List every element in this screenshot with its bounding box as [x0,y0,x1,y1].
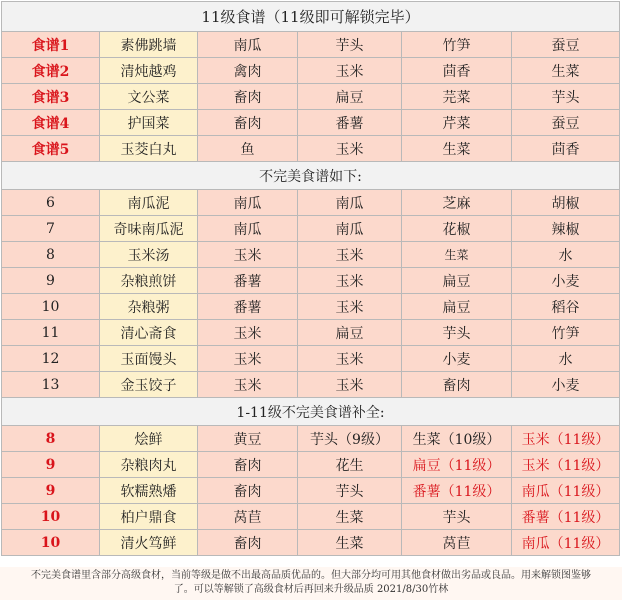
ingredient-cell: 生菜 [298,530,402,556]
section-header-row [2,162,620,190]
table-row [2,530,620,556]
table-row [2,426,620,452]
ingredient-cell: 扁豆 [402,294,512,320]
table-row [2,216,620,242]
table-row [2,452,620,478]
ingredient-cell: 南瓜 [198,32,298,58]
ingredient-cell: 南瓜 [198,190,298,216]
table-row [2,294,620,320]
recipe-id: 食谱4 [2,110,100,136]
ingredient-cell: 玉米 [198,346,298,372]
footer-note [0,567,622,600]
ingredient-cell: 生菜 [512,58,620,84]
recipe-id: 9 [2,452,100,478]
table-title: 11级食谱（11级即可解锁完毕） [2,2,620,32]
table-row [2,190,620,216]
ingredient-cell: 小麦 [512,268,620,294]
recipe-id: 食谱3 [2,84,100,110]
recipe-id: 6 [2,190,100,216]
ingredient-cell: 黄豆 [198,426,298,452]
table-row [2,84,620,110]
recipe-name: 清火笃鲜 [100,530,198,556]
ingredient-cell: 芝麻 [402,190,512,216]
ingredient-cell: 芋头 [298,32,402,58]
ingredient-cell: 花生 [298,452,402,478]
ingredient-cell: 玉米 [298,58,402,84]
ingredient-cell: 南瓜（11级） [512,530,620,556]
ingredient-cell: 畜肉 [198,452,298,478]
ingredient-cell: 蚕豆 [512,110,620,136]
recipe-id: 13 [2,372,100,398]
ingredient-cell: 芋头 [298,478,402,504]
table-row [2,346,620,372]
ingredient-cell: 玉米（11级） [512,452,620,478]
recipe-id: 9 [2,478,100,504]
ingredient-cell: 玉米 [198,320,298,346]
ingredient-cell: 畜肉 [198,530,298,556]
recipe-name: 护国菜 [100,110,198,136]
recipe-name: 玉面馒头 [100,346,198,372]
recipe-name: 烩鲜 [100,426,198,452]
table-row [2,268,620,294]
ingredient-cell: 玉米 [198,372,298,398]
ingredient-cell: 禽肉 [198,58,298,84]
ingredient-cell: 扁豆（11级） [402,452,512,478]
ingredient-cell: 辣椒 [512,216,620,242]
recipe-id: 10 [2,530,100,556]
ingredient-cell: 芋头 [402,504,512,530]
recipe-id: 8 [2,242,100,268]
ingredient-cell: 芋头 [512,84,620,110]
ingredient-cell: 莴苣 [198,504,298,530]
recipe-id: 食谱2 [2,58,100,84]
ingredient-cell: 花椒 [402,216,512,242]
table-row [2,478,620,504]
ingredient-cell: 畜肉 [198,478,298,504]
recipe-name: 杂粮肉丸 [100,452,198,478]
ingredient-cell: 畜肉 [198,84,298,110]
table-row [2,372,620,398]
ingredient-cell: 畜肉 [198,110,298,136]
section-title: 1-11级不完美食谱补全: [2,398,620,426]
recipe-name: 奇味南瓜泥 [100,216,198,242]
ingredient-cell: 芹菜 [402,110,512,136]
ingredient-cell: 芋头（9级） [298,426,402,452]
recipe-name: 南瓜泥 [100,190,198,216]
section-title: 不完美食谱如下: [2,162,620,190]
recipe-id: 11 [2,320,100,346]
recipe-name: 金玉饺子 [100,372,198,398]
ingredient-cell: 玉米 [198,242,298,268]
recipe-id: 食谱1 [2,32,100,58]
table-row [2,58,620,84]
ingredient-cell: 水 [512,346,620,372]
ingredient-cell: 玉米 [298,242,402,268]
recipe-name: 清炖越鸡 [100,58,198,84]
recipe-name: 文公菜 [100,84,198,110]
table-row [2,110,620,136]
ingredient-cell: 芋头 [402,320,512,346]
footer-note-line: 不完美食谱里含部分高级食材，当前等级是做不出最高品质优品的。但大部分均可用其他食材做出劣品或良品。用来解锁图鉴够 [31,570,591,581]
recipe-name: 玉茭白丸 [100,136,198,162]
ingredient-cell: 胡椒 [512,190,620,216]
recipe-name: 柏户鼎食 [100,504,198,530]
ingredient-cell: 玉米 [298,346,402,372]
ingredient-cell: 番薯（11级） [512,504,620,530]
recipe-id: 8 [2,426,100,452]
ingredient-cell: 番薯 [298,110,402,136]
recipe-id: 12 [2,346,100,372]
ingredient-cell: 竹笋 [512,320,620,346]
recipe-id: 7 [2,216,100,242]
ingredient-cell: 番薯 [198,268,298,294]
ingredient-cell: 玉米（11级） [512,426,620,452]
recipe-name: 软糯熟燔 [100,478,198,504]
ingredient-cell: 扁豆 [298,84,402,110]
ingredient-cell: 生菜（10级） [402,426,512,452]
recipe-name: 素佛跳墙 [100,32,198,58]
ingredient-cell: 玉米 [298,372,402,398]
ingredient-cell: 小麦 [512,372,620,398]
ingredient-cell: 南瓜 [298,190,402,216]
table-row [2,320,620,346]
table-row [2,136,620,162]
ingredient-cell: 玉米 [298,268,402,294]
ingredient-cell: 茴香 [512,136,620,162]
recipe-name: 杂粮煎饼 [100,268,198,294]
ingredient-cell: 南瓜 [298,216,402,242]
ingredient-cell: 南瓜（11级） [512,478,620,504]
table-row [2,32,620,58]
ingredient-cell: 小麦 [402,346,512,372]
recipe-id: 9 [2,268,100,294]
footer-note-line: 了。可以等解锁了高级食材后再回来升级品质 2021/8/30竹林 [173,584,449,595]
ingredient-cell: 芫菜 [402,84,512,110]
ingredient-cell: 水 [512,242,620,268]
ingredient-cell: 生菜 [402,136,512,162]
ingredient-cell: 鱼 [198,136,298,162]
recipe-id: 10 [2,504,100,530]
ingredient-cell: 番薯（11级） [402,478,512,504]
ingredient-cell: 玉米 [298,294,402,320]
ingredient-cell: 南瓜 [198,216,298,242]
section-header-row [2,398,620,426]
ingredient-cell: 生菜 [402,242,512,268]
ingredient-cell: 稻谷 [512,294,620,320]
table-row [2,242,620,268]
recipe-name: 玉米汤 [100,242,198,268]
recipe-id: 食谱5 [2,136,100,162]
ingredient-cell: 生菜 [298,504,402,530]
recipe-table [1,1,620,556]
ingredient-cell: 莴苣 [402,530,512,556]
ingredient-cell: 扁豆 [402,268,512,294]
ingredient-cell: 畜肉 [402,372,512,398]
ingredient-cell: 竹笋 [402,32,512,58]
ingredient-cell: 玉米 [298,136,402,162]
ingredient-cell: 番薯 [198,294,298,320]
title-row [2,2,620,32]
recipe-name: 清心斋食 [100,320,198,346]
recipe-id: 10 [2,294,100,320]
recipe-name: 杂粮粥 [100,294,198,320]
ingredient-cell: 扁豆 [298,320,402,346]
table-row [2,504,620,530]
ingredient-cell: 茴香 [402,58,512,84]
ingredient-cell: 蚕豆 [512,32,620,58]
